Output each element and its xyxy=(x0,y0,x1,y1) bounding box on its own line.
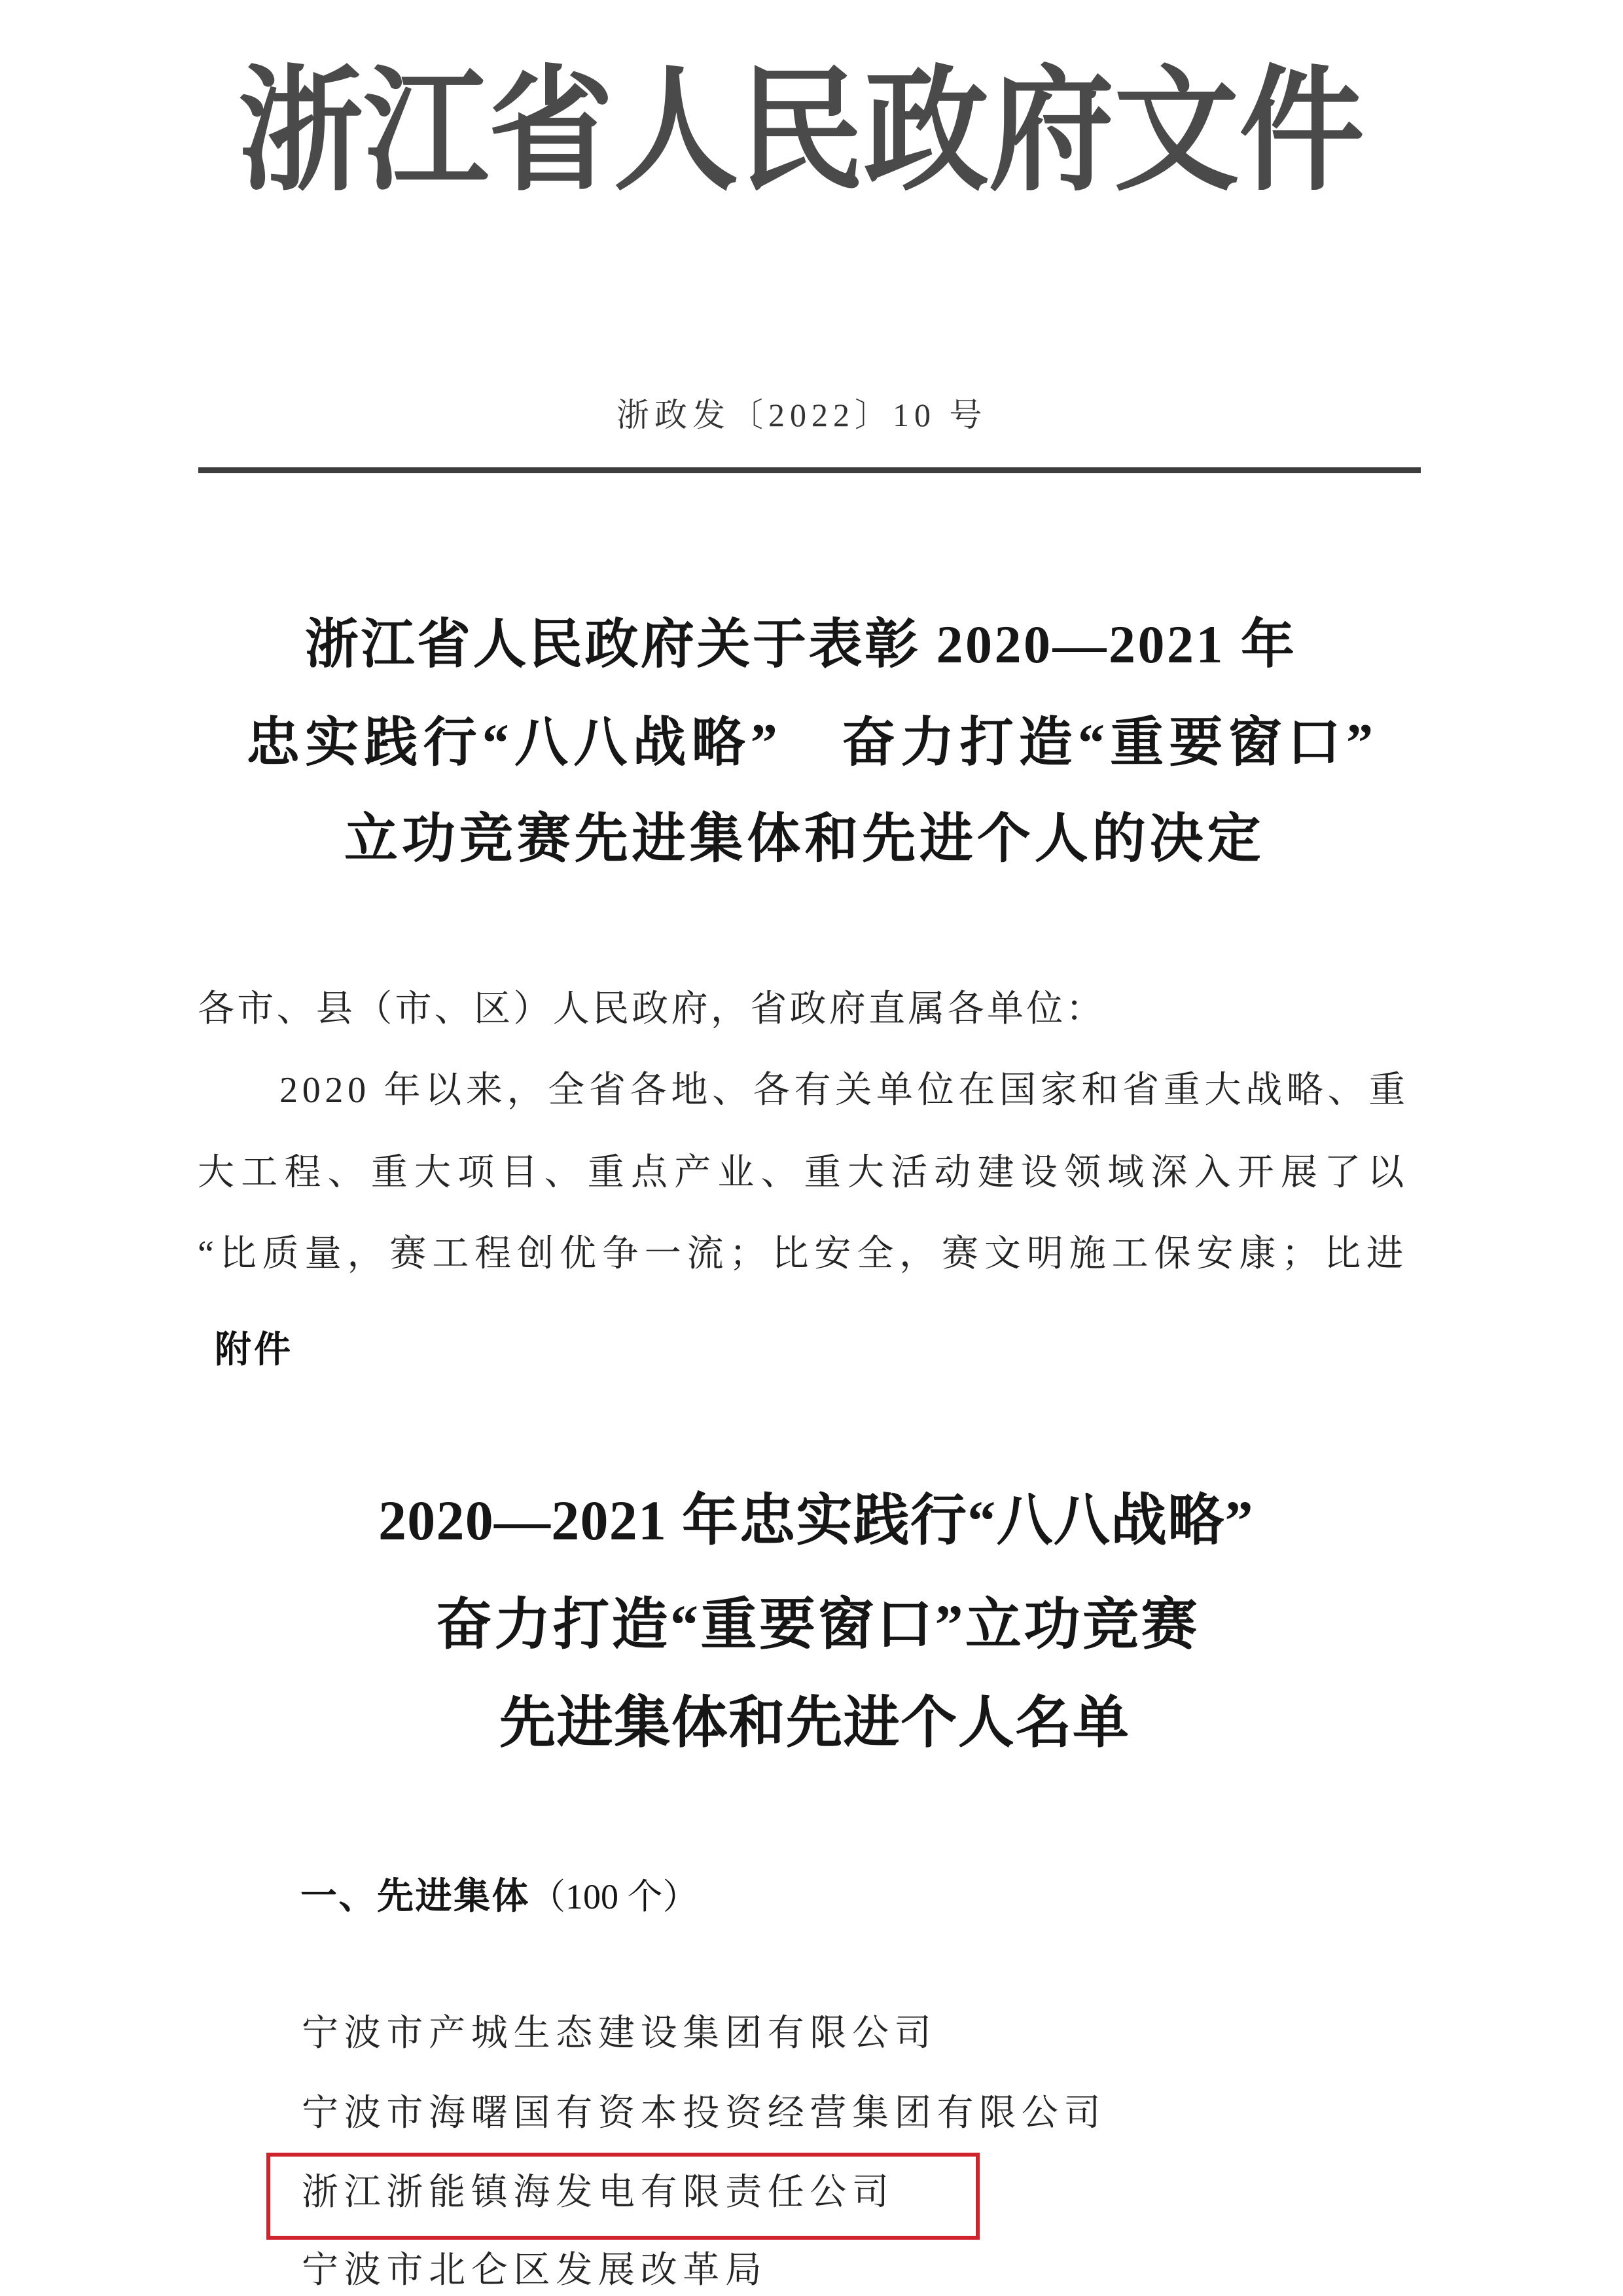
section-heading-title: 一、先进集体 xyxy=(300,1875,530,1916)
body-text-line: “比质量，赛工程创优争一流；比安全，赛文明施工保安康；比进 xyxy=(198,1234,1409,1274)
body-text-line: 大工程、重大项目、重点产业、重大活动建设领域深入开展了以 xyxy=(198,1153,1411,1193)
highlight-box xyxy=(266,2153,980,2240)
awardee-list-item: 宁波市北仑区发展改革局 xyxy=(302,2250,768,2291)
body-text-line: 2020 年以来，全省各地、各有关单位在国家和省重大战略、重 xyxy=(279,1070,1410,1111)
header-divider xyxy=(198,467,1421,473)
document-header-title: 浙江省人民政府文件 xyxy=(238,57,1364,207)
decision-title-line: 立功竞赛先进集体和先进个人的决定 xyxy=(344,809,1265,869)
attachment-title-line: 奋力打造“重要窗口”立功竞赛 xyxy=(436,1593,1200,1656)
attachment-title-line: 先进集体和先进个人名单 xyxy=(499,1691,1130,1754)
decision-title-line: 浙江省人民政府关于表彰 2020—2021 年 xyxy=(305,615,1297,674)
document-number: 浙政发〔2022〕10 号 xyxy=(616,397,988,433)
awardee-list-item: 浙江浙能镇海发电有限责任公司 xyxy=(302,2172,895,2213)
section-heading-count: （100 个） xyxy=(530,1877,698,1916)
decision-title-line: 忠实践行“八八战略” 奋力打造“重要窗口” xyxy=(246,713,1379,772)
awardee-list-item: 宁波市产城生态建设集团有限公司 xyxy=(302,2013,937,2054)
salutation: 各市、县（市、区）人民政府，省政府直属各单位： xyxy=(198,989,1105,1030)
awardee-list-item: 宁波市海曙国有资本投资经营集团有限公司 xyxy=(302,2093,1107,2134)
attachment-label: 附件 xyxy=(215,1329,293,1370)
section-heading xyxy=(300,1877,698,1925)
attachment-title-line: 2020—2021 年忠实践行“八八战略” xyxy=(378,1489,1254,1552)
